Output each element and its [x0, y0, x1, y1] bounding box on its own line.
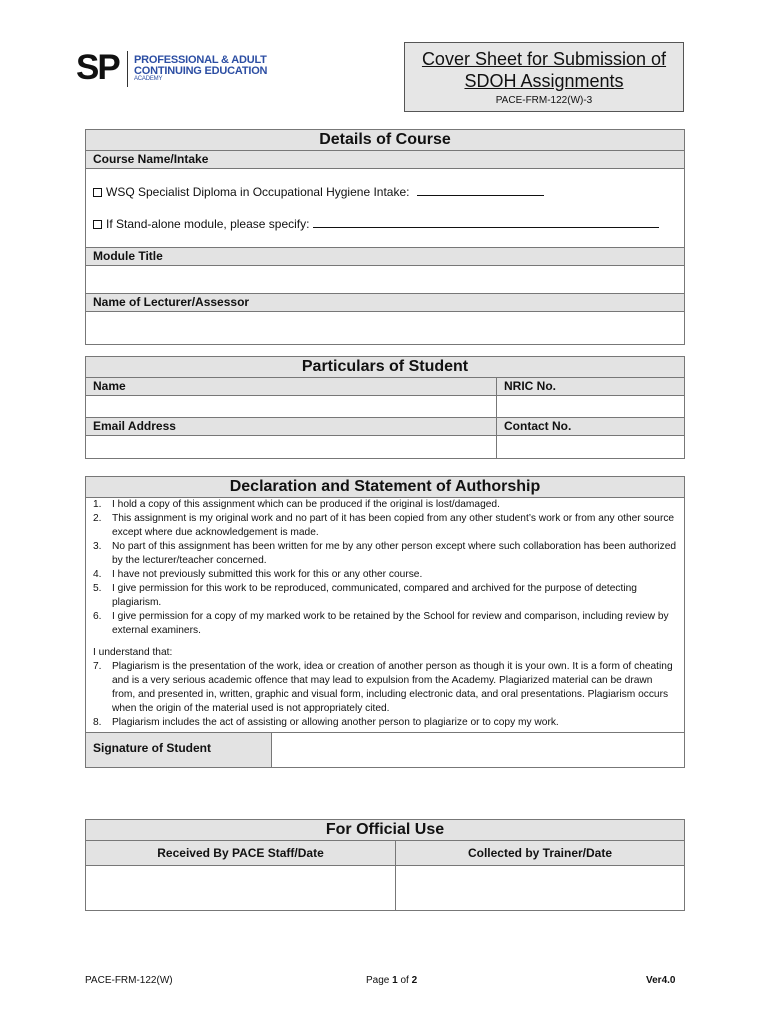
footer-page-number [366, 975, 417, 986]
footer-form-code: PACE-FRM-122(W) [85, 975, 173, 986]
collected-by-label: Collected by Trainer/Date [396, 841, 684, 865]
page-current: 1 [392, 975, 398, 986]
declaration-item [93, 540, 678, 568]
declaration-item-number: 3. [93, 541, 102, 552]
declaration-item-text: I hold a copy of this assignment which can be produced if the original is lost/damaged. [112, 499, 500, 510]
nric-field[interactable] [497, 396, 684, 417]
declaration-section [85, 476, 685, 768]
lecturer-field[interactable] [86, 312, 684, 344]
logo-text-line-2: CONTINUING EDUCATION [134, 65, 268, 77]
official-use-heading: For Official Use [86, 820, 684, 841]
wsq-diploma-checkbox[interactable] [93, 188, 102, 197]
declaration-item-number: 7. [93, 661, 102, 672]
email-field[interactable] [86, 436, 497, 458]
footer-version: Ver4.0 [646, 975, 676, 986]
contact-label: Contact No. [497, 418, 684, 435]
declaration-item [93, 660, 678, 716]
logo-mark: SP [76, 48, 119, 87]
student-field-row-1 [86, 396, 684, 418]
standalone-module-option-label: If Stand-alone module, please specify: [106, 217, 310, 231]
official-field-row [86, 866, 684, 910]
standalone-module-option[interactable] [86, 216, 659, 232]
signature-field[interactable] [272, 733, 684, 767]
collected-by-field[interactable] [396, 866, 684, 910]
page-total: 2 [411, 975, 418, 986]
declaration-item-text: I have not previously submitted this work for this or any other course. [112, 569, 423, 580]
declaration-list [93, 498, 678, 638]
course-options-area [86, 169, 684, 248]
declaration-item-number: 2. [93, 513, 102, 524]
logo-text-line-3: ACADEMY [134, 76, 163, 82]
details-of-course-section [85, 129, 685, 345]
page-of: of [400, 975, 409, 986]
course-name-label: Course Name/Intake [86, 151, 684, 169]
received-by-field[interactable] [86, 866, 396, 910]
declaration-item-number: 5. [93, 583, 102, 594]
form-code: PACE-FRM-122(W)-3 [495, 95, 593, 106]
declaration-item-number: 8. [93, 717, 102, 728]
nric-label: NRIC No. [497, 378, 684, 395]
particulars-of-student-heading: Particulars of Student [86, 357, 684, 378]
module-title-label: Module Title [86, 248, 684, 266]
details-of-course-heading: Details of Course [86, 130, 684, 151]
particulars-of-student-section [85, 356, 685, 459]
received-by-label: Received By PACE Staff/Date [86, 841, 396, 865]
document-title-box [404, 42, 684, 112]
page-prefix: Page [366, 975, 390, 986]
declaration-item-text: I give permission for this work to be reproduced, communicated, compared and archived for the purpose of detecting plagiarism. [112, 583, 637, 608]
document-title-line-1: Cover Sheet for Submission of [421, 49, 667, 69]
wsq-diploma-option-label: WSQ Specialist Diploma in Occupational Hygiene Intake: [106, 185, 410, 199]
intake-fill-line[interactable] [417, 184, 544, 196]
declaration-list-2 [93, 660, 678, 730]
student-name-label: Name [86, 378, 497, 395]
declaration-item [93, 716, 678, 730]
declaration-item-text: Plagiarism is the presentation of the work, idea or creation of another person as though it is your own. It is a form of cheating and is a very serious academic offence that may lead to expulsion from the Academy. Plagiarized material can be drawn from, and presented in, written, graphic and visual form, including electronic data, and oral presentations. Plagiarism occurs when the origin of the material used is not appropriately cited. [112, 661, 673, 714]
email-label: Email Address [86, 418, 497, 435]
declaration-item-text: No part of this assignment has been written for me by any other person except where such collaboration has been authorized by the lecturer/teacher concerned. [112, 541, 677, 566]
standalone-module-checkbox[interactable] [93, 220, 102, 229]
academy-logo [76, 49, 296, 89]
declaration-item [93, 582, 678, 610]
declaration-item-text: I give permission for a copy of my marked work to be retained by the School for review and comparison, including review by external examiners. [112, 611, 669, 636]
signature-row [86, 732, 684, 767]
declaration-item [93, 610, 678, 638]
student-field-row-2 [86, 436, 684, 458]
student-name-field[interactable] [86, 396, 497, 417]
declaration-heading: Declaration and Statement of Authorship [86, 477, 684, 498]
understand-text: I understand that: [93, 647, 173, 658]
student-label-row-1 [86, 378, 684, 396]
official-use-section [85, 819, 685, 911]
declaration-item [93, 512, 678, 540]
document-title-line-2: SDOH Assignments [464, 71, 624, 91]
logo-divider [127, 51, 128, 87]
declaration-item-number: 6. [93, 611, 102, 622]
signature-label: Signature of Student [86, 733, 272, 767]
wsq-diploma-option[interactable] [86, 184, 544, 200]
contact-field[interactable] [497, 436, 684, 458]
lecturer-label: Name of Lecturer/Assessor [86, 294, 684, 312]
declaration-item-text: This assignment is my original work and no part of it has been copied from any other student’s work or from any other source except where due acknowledgement is made. [112, 513, 675, 538]
official-header-row [86, 841, 684, 866]
module-title-field[interactable] [86, 266, 684, 294]
declaration-item-number: 4. [93, 569, 102, 580]
declaration-item-number: 1. [93, 499, 102, 510]
standalone-module-fill-line[interactable] [313, 216, 659, 228]
declaration-item [93, 568, 678, 582]
student-label-row-2 [86, 418, 684, 436]
logo-text-line-1: PROFESSIONAL & ADULT [134, 54, 267, 66]
declaration-item-text: Plagiarism includes the act of assisting or allowing another person to plagiarize or to copy my work. [112, 717, 559, 728]
declaration-body [86, 498, 684, 732]
declaration-item [93, 498, 678, 512]
